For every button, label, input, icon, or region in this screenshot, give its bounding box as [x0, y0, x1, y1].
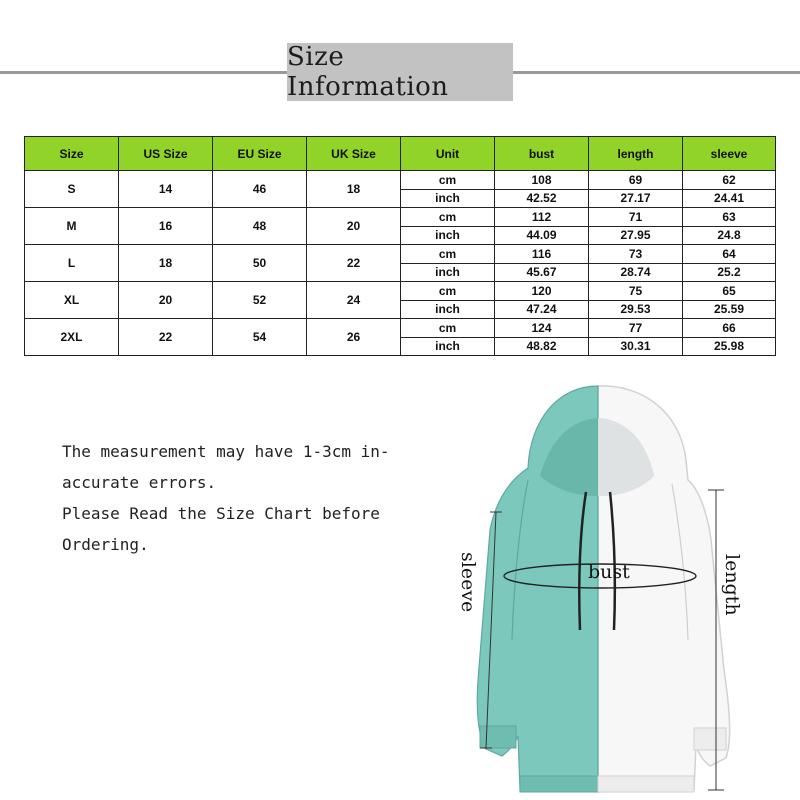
cell-sleeve: 63: [683, 208, 776, 227]
cell-size: L: [25, 245, 119, 282]
cell-bust: 48.82: [495, 337, 589, 356]
cell-length: 77: [589, 319, 683, 338]
cell-bust: 108: [495, 171, 589, 190]
cell-eu: 48: [213, 208, 307, 245]
cell-us: 20: [119, 282, 213, 319]
cell-bust: 47.24: [495, 300, 589, 319]
cell-us: 22: [119, 319, 213, 356]
cell-us: 16: [119, 208, 213, 245]
note-line: Please Read the Size Chart before: [62, 504, 380, 523]
cell-unit: cm: [401, 282, 495, 301]
cell-length: 29.53: [589, 300, 683, 319]
hoodie-diagram: [440, 380, 760, 800]
measurement-note: [62, 436, 392, 560]
cell-eu: 54: [213, 319, 307, 356]
cell-length: 30.31: [589, 337, 683, 356]
col-header-uk-size: UK Size: [307, 137, 401, 171]
cell-unit: cm: [401, 208, 495, 227]
cell-sleeve: 65: [683, 282, 776, 301]
cell-unit: inch: [401, 263, 495, 282]
col-header-length: length: [589, 137, 683, 171]
table-row: [25, 282, 776, 301]
cell-uk: 18: [307, 171, 401, 208]
cell-sleeve: 24.8: [683, 226, 776, 245]
col-header-sleeve: sleeve: [683, 137, 776, 171]
cell-unit: cm: [401, 319, 495, 338]
cell-bust: 45.67: [495, 263, 589, 282]
cell-size: S: [25, 171, 119, 208]
cell-bust: 44.09: [495, 226, 589, 245]
cell-sleeve: 25.2: [683, 263, 776, 282]
cell-uk: 22: [307, 245, 401, 282]
cell-eu: 46: [213, 171, 307, 208]
cell-sleeve: 25.59: [683, 300, 776, 319]
length-label: length: [721, 554, 743, 616]
cell-length: 73: [589, 245, 683, 264]
cell-sleeve: 62: [683, 171, 776, 190]
col-header-eu-size: EU Size: [213, 137, 307, 171]
table-row: [25, 208, 776, 227]
cell-bust: 120: [495, 282, 589, 301]
cell-length: 28.74: [589, 263, 683, 282]
cell-length: 27.17: [589, 189, 683, 208]
cell-size: M: [25, 208, 119, 245]
table-row: [25, 245, 776, 264]
size-table: [24, 136, 776, 356]
col-header-us-size: US Size: [119, 137, 213, 171]
cell-bust: 112: [495, 208, 589, 227]
table-row: [25, 171, 776, 190]
cell-bust: 42.52: [495, 189, 589, 208]
table-row: [25, 319, 776, 338]
note-line: Ordering.: [62, 535, 149, 554]
bust-label: bust: [588, 561, 630, 583]
col-header-size: Size: [25, 137, 119, 171]
cell-length: 71: [589, 208, 683, 227]
note-line: The measurement may have 1-3cm in-: [62, 442, 390, 461]
cell-bust: 116: [495, 245, 589, 264]
cell-unit: inch: [401, 337, 495, 356]
cell-uk: 20: [307, 208, 401, 245]
cell-uk: 26: [307, 319, 401, 356]
cell-uk: 24: [307, 282, 401, 319]
col-header-unit: Unit: [401, 137, 495, 171]
cell-unit: inch: [401, 300, 495, 319]
cell-sleeve: 24.41: [683, 189, 776, 208]
cell-unit: cm: [401, 171, 495, 190]
cell-sleeve: 64: [683, 245, 776, 264]
cell-us: 14: [119, 171, 213, 208]
title-banner: [287, 43, 513, 101]
page-title: Size Information: [287, 42, 449, 102]
cell-us: 18: [119, 245, 213, 282]
col-header-bust: bust: [495, 137, 589, 171]
cell-unit: cm: [401, 245, 495, 264]
cell-length: 75: [589, 282, 683, 301]
note-line: accurate errors.: [62, 473, 217, 492]
cell-length: 69: [589, 171, 683, 190]
sleeve-label: sleeve: [457, 552, 479, 613]
cell-size: XL: [25, 282, 119, 319]
cell-length: 27.95: [589, 226, 683, 245]
cell-eu: 52: [213, 282, 307, 319]
cell-sleeve: 66: [683, 319, 776, 338]
cell-eu: 50: [213, 245, 307, 282]
cell-sleeve: 25.98: [683, 337, 776, 356]
cell-unit: inch: [401, 226, 495, 245]
cell-bust: 124: [495, 319, 589, 338]
cell-unit: inch: [401, 189, 495, 208]
table-header-row: [25, 137, 776, 171]
cell-size: 2XL: [25, 319, 119, 356]
